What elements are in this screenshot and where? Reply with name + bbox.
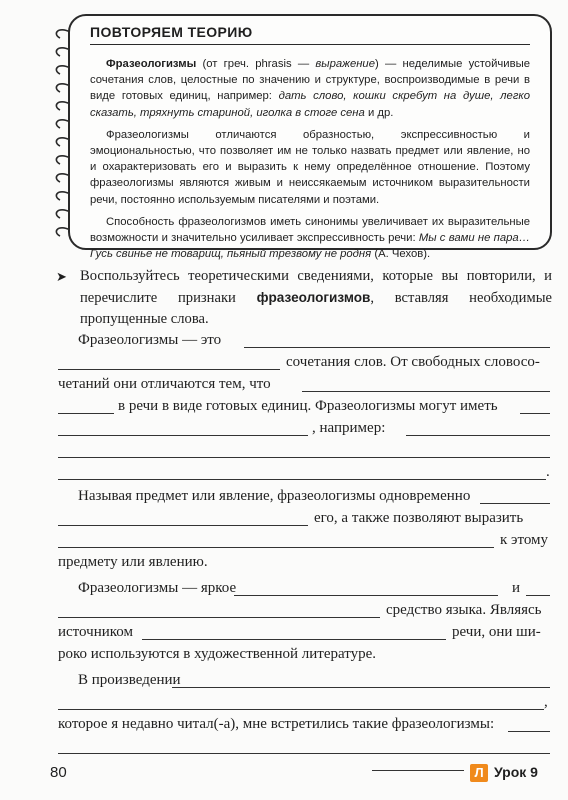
- exercise-line-16: В произведении: [78, 672, 181, 688]
- theory-paragraph-1: Фразеологизмы (от греч. phrasis — выражение) — неделимые устойчивые сочетания слов, целостные по значению и структуре, воспроизводимые в речи в виде готовых единиц, например: дать слово, кошки скребут на душе, легко сказать, тряхнуть стариной, иголка в стоге сена и др.: [90, 58, 531, 119]
- answer-blank-6[interactable]: [58, 435, 308, 436]
- answer-blank-17[interactable]: [172, 687, 550, 688]
- answer-blank-8[interactable]: [58, 457, 550, 458]
- period: .: [546, 464, 550, 480]
- exercise-line-13: средство языка. Являясь: [386, 602, 542, 618]
- exercise-line-12: Фразеологизмы — яркое: [78, 580, 237, 596]
- page-number: 80: [50, 764, 67, 781]
- answer-blank-20[interactable]: [58, 753, 550, 754]
- exercise-word-and: и: [512, 580, 521, 596]
- task-instruction: ➤ Воспользуйтесь теоретическими сведениями, которые вы повторили, и перечислите признаки фразеологизмов, вставляя необходимые пропущенные слова.: [56, 268, 552, 327]
- answer-blank-9[interactable]: [58, 479, 546, 480]
- exercise-line-2: сочетания слов. От свободных словосо-: [286, 354, 540, 370]
- answer-blank-4[interactable]: [58, 413, 114, 414]
- answer-blank-2[interactable]: [58, 369, 280, 370]
- theory-title: ПОВТОРЯЕМ ТЕОРИЮ: [90, 24, 530, 45]
- term-phraseologisms: Фразеологизмы: [106, 58, 197, 70]
- answer-blank-15[interactable]: [58, 617, 380, 618]
- answer-blank-14[interactable]: [526, 595, 550, 596]
- theory-box: [68, 14, 552, 261]
- comma: ,: [544, 694, 548, 710]
- answer-blank-10[interactable]: [480, 503, 550, 504]
- theory-paragraph-3: Способность фразеологизмов иметь синонимы увеличивает их выразительные возможности и значительно усиливает экспрессивность речи: Мы с вами не пара… Гусь свинье не товарищ, пьяный трезвому не родня (А. Чехов).: [90, 215, 530, 261]
- exercise-line-10: к этому: [500, 532, 549, 548]
- lesson-label: Урок 9: [494, 764, 538, 780]
- exercise-line-15: роко используются в художественной литературе.: [58, 646, 377, 662]
- answer-blank-18[interactable]: [58, 709, 544, 710]
- theory-text: [90, 56, 530, 262]
- exercise-line-1: Фразеологизмы — это: [78, 332, 222, 348]
- exercise-line-9: его, а также позволяют выразить: [314, 510, 524, 526]
- exercise-line-11: предмету или явлению.: [58, 554, 208, 570]
- exercise-line-5: , например:: [312, 420, 386, 436]
- answer-blank-5[interactable]: [520, 413, 550, 414]
- exercise-line-8: Называя предмет или явление, фразеологизмы одновременно: [78, 488, 471, 504]
- answer-blank-16[interactable]: [142, 639, 446, 640]
- exercise-line-18: которое я недавно читал(-а), мне встретились такие фразеологизмы:: [58, 716, 495, 732]
- footer-rule: [372, 770, 464, 771]
- answer-blank-7[interactable]: [406, 435, 550, 436]
- exercise-line-14b: речи, они ши-: [452, 624, 541, 640]
- answer-blank-12[interactable]: [58, 547, 494, 548]
- exercise-line-14: источником: [58, 624, 133, 640]
- answer-blank-1[interactable]: [244, 347, 550, 348]
- answer-blank-11[interactable]: [58, 525, 308, 526]
- theory-paragraph-2: Фразеологизмы отличаются образностью, экспрессивностью и эмоциональностью, что позволяет им не только назвать предмет или явление, но и охарактеризовать его и выразить к нему определённое отношение. Поэтому фразеологизмы являются живым и неиссякаемым источником выразительности речи, постоянно используемым писателями и поэтами.: [90, 128, 530, 206]
- labirint-logo-icon: Л: [470, 764, 488, 782]
- answer-blank-19[interactable]: [508, 731, 550, 732]
- answer-blank-3[interactable]: [302, 391, 550, 392]
- exercise-line-3: четаний они отличаются тем, что: [58, 376, 271, 392]
- exercise-line-4: в речи в виде готовых единиц. Фразеологизмы могут иметь: [118, 398, 498, 414]
- arrow-icon: ➤: [56, 269, 67, 284]
- answer-blank-13[interactable]: [234, 595, 498, 596]
